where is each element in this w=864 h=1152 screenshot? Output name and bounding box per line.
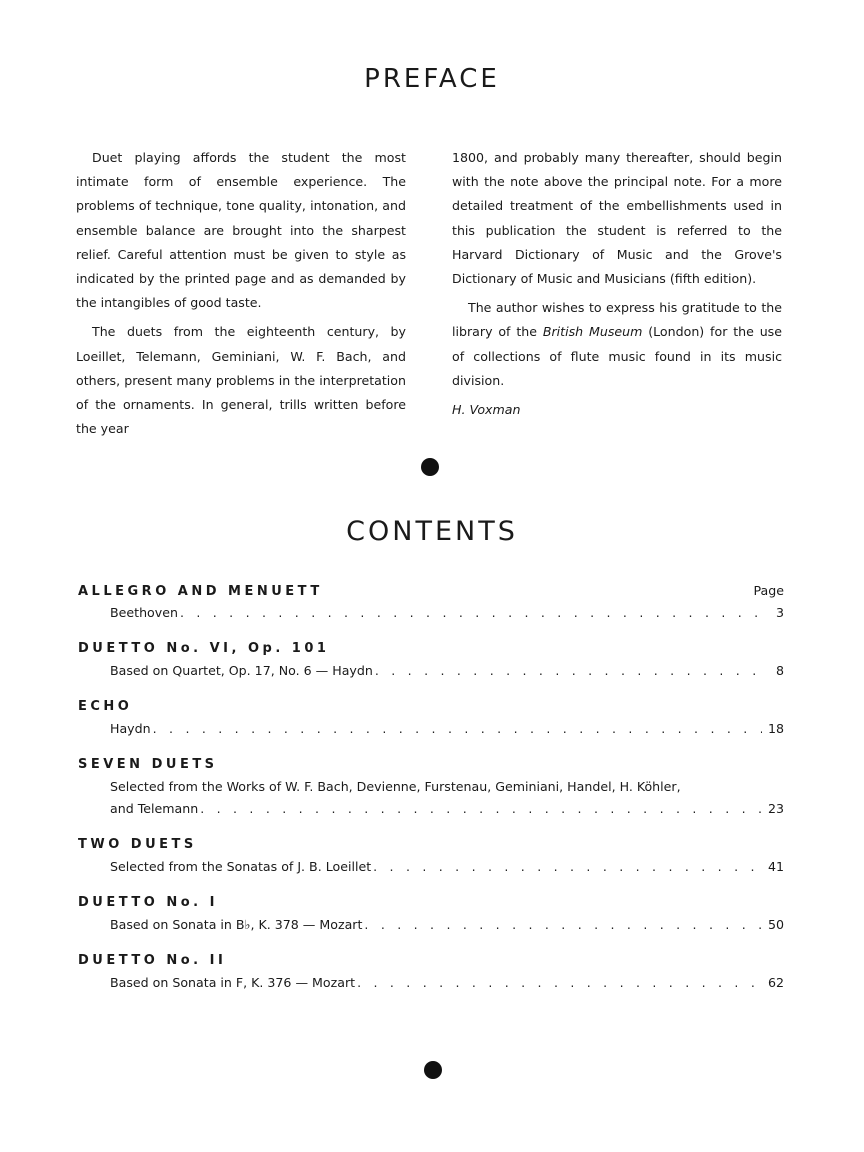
dot-leader <box>364 914 762 936</box>
toc-line-text: Based on Sonata in F, K. 376 — Mozart <box>110 975 356 990</box>
gratitude-museum-name: British Museum <box>542 324 643 340</box>
toc-entry <box>78 754 784 820</box>
section-dot-ornament <box>421 458 439 476</box>
toc-entry <box>78 696 784 740</box>
page-end-dot-ornament <box>424 1061 442 1079</box>
dot-leader <box>375 660 762 682</box>
toc-page-number: 41 <box>767 859 784 874</box>
toc-page-number: 50 <box>767 917 784 932</box>
dot-leader <box>200 798 762 820</box>
toc-line-text: Based on Quartet, Op. 17, No. 6 — Haydn <box>110 663 373 678</box>
contents-title: CONTENTS <box>346 516 518 547</box>
toc-page-number: 18 <box>767 721 784 736</box>
toc-entry-description <box>78 660 784 682</box>
preface-title: PREFACE <box>364 64 500 94</box>
toc-entry <box>78 950 784 994</box>
preface-paragraph-2: The duets from the eighteenth century, by Loeillet, Telemann, Geminiani, W. F. Bach, and others, present many problems in the interpretation of the ornaments. In general, trills written before the year <box>76 324 406 437</box>
toc-entry-heading-row <box>78 892 784 914</box>
toc-line <box>110 798 784 820</box>
toc-entry-heading: TWO DUETS <box>78 837 197 852</box>
toc-entry-heading: ALLEGRO AND MENUETT <box>78 584 323 599</box>
toc-entry-description <box>78 718 784 740</box>
dot-leader <box>373 856 762 878</box>
toc-entry-heading: DUETTO No. II <box>78 953 227 968</box>
dot-leader <box>357 972 762 994</box>
dot-leader <box>180 602 762 624</box>
toc-entry-heading-row <box>78 754 784 776</box>
signature: H. Voxman <box>452 402 521 418</box>
toc-line <box>110 972 784 994</box>
toc-entry-heading-row <box>78 950 784 972</box>
toc-entry-description <box>78 776 784 820</box>
gratitude-text-after: (London) for the use of collections of flute music found in its music division. <box>452 324 782 388</box>
toc-entry-heading-row <box>78 834 784 856</box>
toc-entry-description <box>78 856 784 878</box>
toc-line <box>110 602 784 624</box>
preface-right-column <box>452 146 782 427</box>
toc-entry-heading: ECHO <box>78 699 133 714</box>
toc-entry-description <box>78 914 784 936</box>
toc-entry <box>78 580 784 624</box>
toc-entry-heading: DUETTO No. VI, Op. 101 <box>78 641 330 656</box>
toc-entry-heading: SEVEN DUETS <box>78 757 218 772</box>
toc-entry-heading-row <box>78 580 784 602</box>
toc-line-text: Beethoven <box>110 605 178 620</box>
toc-line-text: Haydn <box>110 721 151 736</box>
toc-page-number: 62 <box>767 975 784 990</box>
preface-left-column <box>76 146 406 446</box>
toc-entry-description <box>78 602 784 624</box>
table-of-contents <box>78 580 784 1008</box>
toc-line <box>110 914 784 936</box>
toc-line <box>110 776 784 798</box>
toc-entry <box>78 638 784 682</box>
toc-entry-heading: DUETTO No. I <box>78 895 218 910</box>
gratitude-text-before: The author wishes to express his gratitude to the library of the <box>452 300 782 340</box>
toc-page-number: 3 <box>775 605 784 620</box>
toc-line-text: Selected from the Works of W. F. Bach, Devienne, Furstenau, Geminiani, Handel, H. Köhler, <box>110 779 681 794</box>
preface-paragraph-gratitude <box>452 296 782 393</box>
page-column-label: Page <box>753 583 784 598</box>
toc-entry-description <box>78 972 784 994</box>
toc-entry <box>78 892 784 936</box>
toc-entry-heading-row <box>78 696 784 718</box>
preface-paragraph-1: Duet playing affords the student the most intimate form of ensemble experience. The problems of technique, tone quality, intonation, and ensemble balance are brought into the sharpest relief. Careful attention must be given to style as indicated by the printed page and as demanded by the intangibles of good taste. <box>76 150 406 311</box>
toc-line-text: and Telemann <box>110 801 199 816</box>
toc-page-number: 8 <box>775 663 784 678</box>
toc-line <box>110 856 784 878</box>
toc-line <box>110 660 784 682</box>
toc-entry <box>78 834 784 878</box>
toc-page-number: 23 <box>767 801 784 816</box>
toc-line-text: Based on Sonata in B♭, K. 378 — Mozart <box>110 917 363 932</box>
preface-paragraph-3: 1800, and probably many thereafter, should begin with the note above the principal note. For a more detailed treatment of the embellishments used in this publication the student is referred to the Harvard Dictionary of Music and the Grove's Dictionary of Music and Musicians (fifth edition). <box>452 150 782 287</box>
toc-line-text: Selected from the Sonatas of J. B. Loeillet <box>110 859 372 874</box>
toc-entry-heading-row <box>78 638 784 660</box>
dot-leader <box>153 718 762 740</box>
toc-line <box>110 718 784 740</box>
